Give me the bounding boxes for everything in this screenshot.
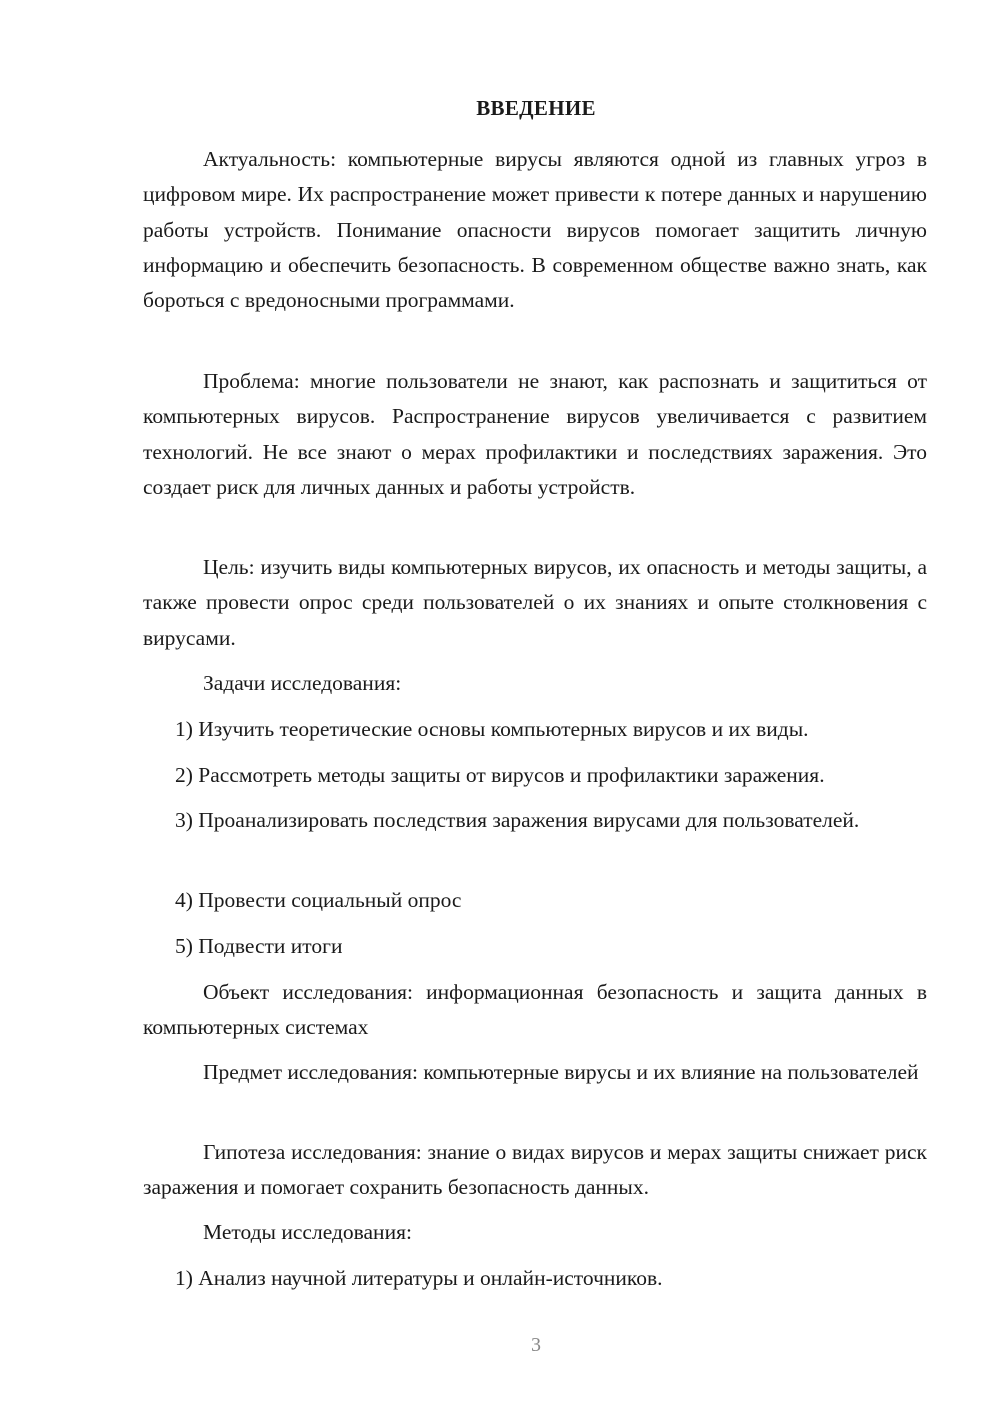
section-heading: ВВЕДЕНИЕ (476, 96, 596, 120)
task-item-4: 4) Провести социальный опрос (175, 888, 462, 912)
subject-paragraph: Предмет исследования: компьютерные вирусы и их влияние на пользователей (203, 1060, 919, 1084)
method-item-1: 1) Анализ научной литературы и онлайн-источников. (175, 1266, 663, 1290)
hypothesis-paragraph: Гипотеза исследования: знание о видах вирусов и мерах защиты снижает риск заражения и помогает сохранить безопасность данных. (143, 1140, 927, 1200)
methods-title: Методы исследования: (203, 1220, 412, 1244)
relevance-paragraph: Актуальность: компьютерные вирусы являются одной из главных угроз в цифровом мире. Их распространение может привести к потере данных и нарушению работы устройств. Понимание опасности вирусов помогает защитить личную информацию и обеспечить безопасность. В современном обществе важно знать, как бороться с вредоносными программами. (143, 147, 927, 313)
object-paragraph: Объект исследования: информационная безопасность и защита данных в компьютерных системах (143, 980, 927, 1040)
task-item-3: 3) Проанализировать последствия заражения вирусами для пользователей. (175, 808, 860, 832)
page-number: 3 (531, 1334, 541, 1356)
problem-paragraph: Проблема: многие пользователи не знают, как распознать и защититься от компьютерных вирусов. Распространение вирусов увеличивается с развитием технологий. Не все знают о мерах профилактики и последствиях заражения. Это создает риск для личных данных и работы устройств. (143, 369, 927, 499)
tasks-title: Задачи исследования: (203, 671, 402, 695)
goal-paragraph: Цель: изучить виды компьютерных вирусов, их опасность и методы защиты, а также провести опрос среди пользователей о их знаниях и опыте столкновения с вирусами. (143, 555, 927, 650)
task-item-5: 5) Подвести итоги (175, 934, 343, 958)
task-item-2: 2) Рассмотреть методы защиты от вирусов и профилактики заражения. (175, 763, 825, 787)
task-item-1: 1) Изучить теоретические основы компьютерных вирусов и их виды. (175, 717, 809, 741)
